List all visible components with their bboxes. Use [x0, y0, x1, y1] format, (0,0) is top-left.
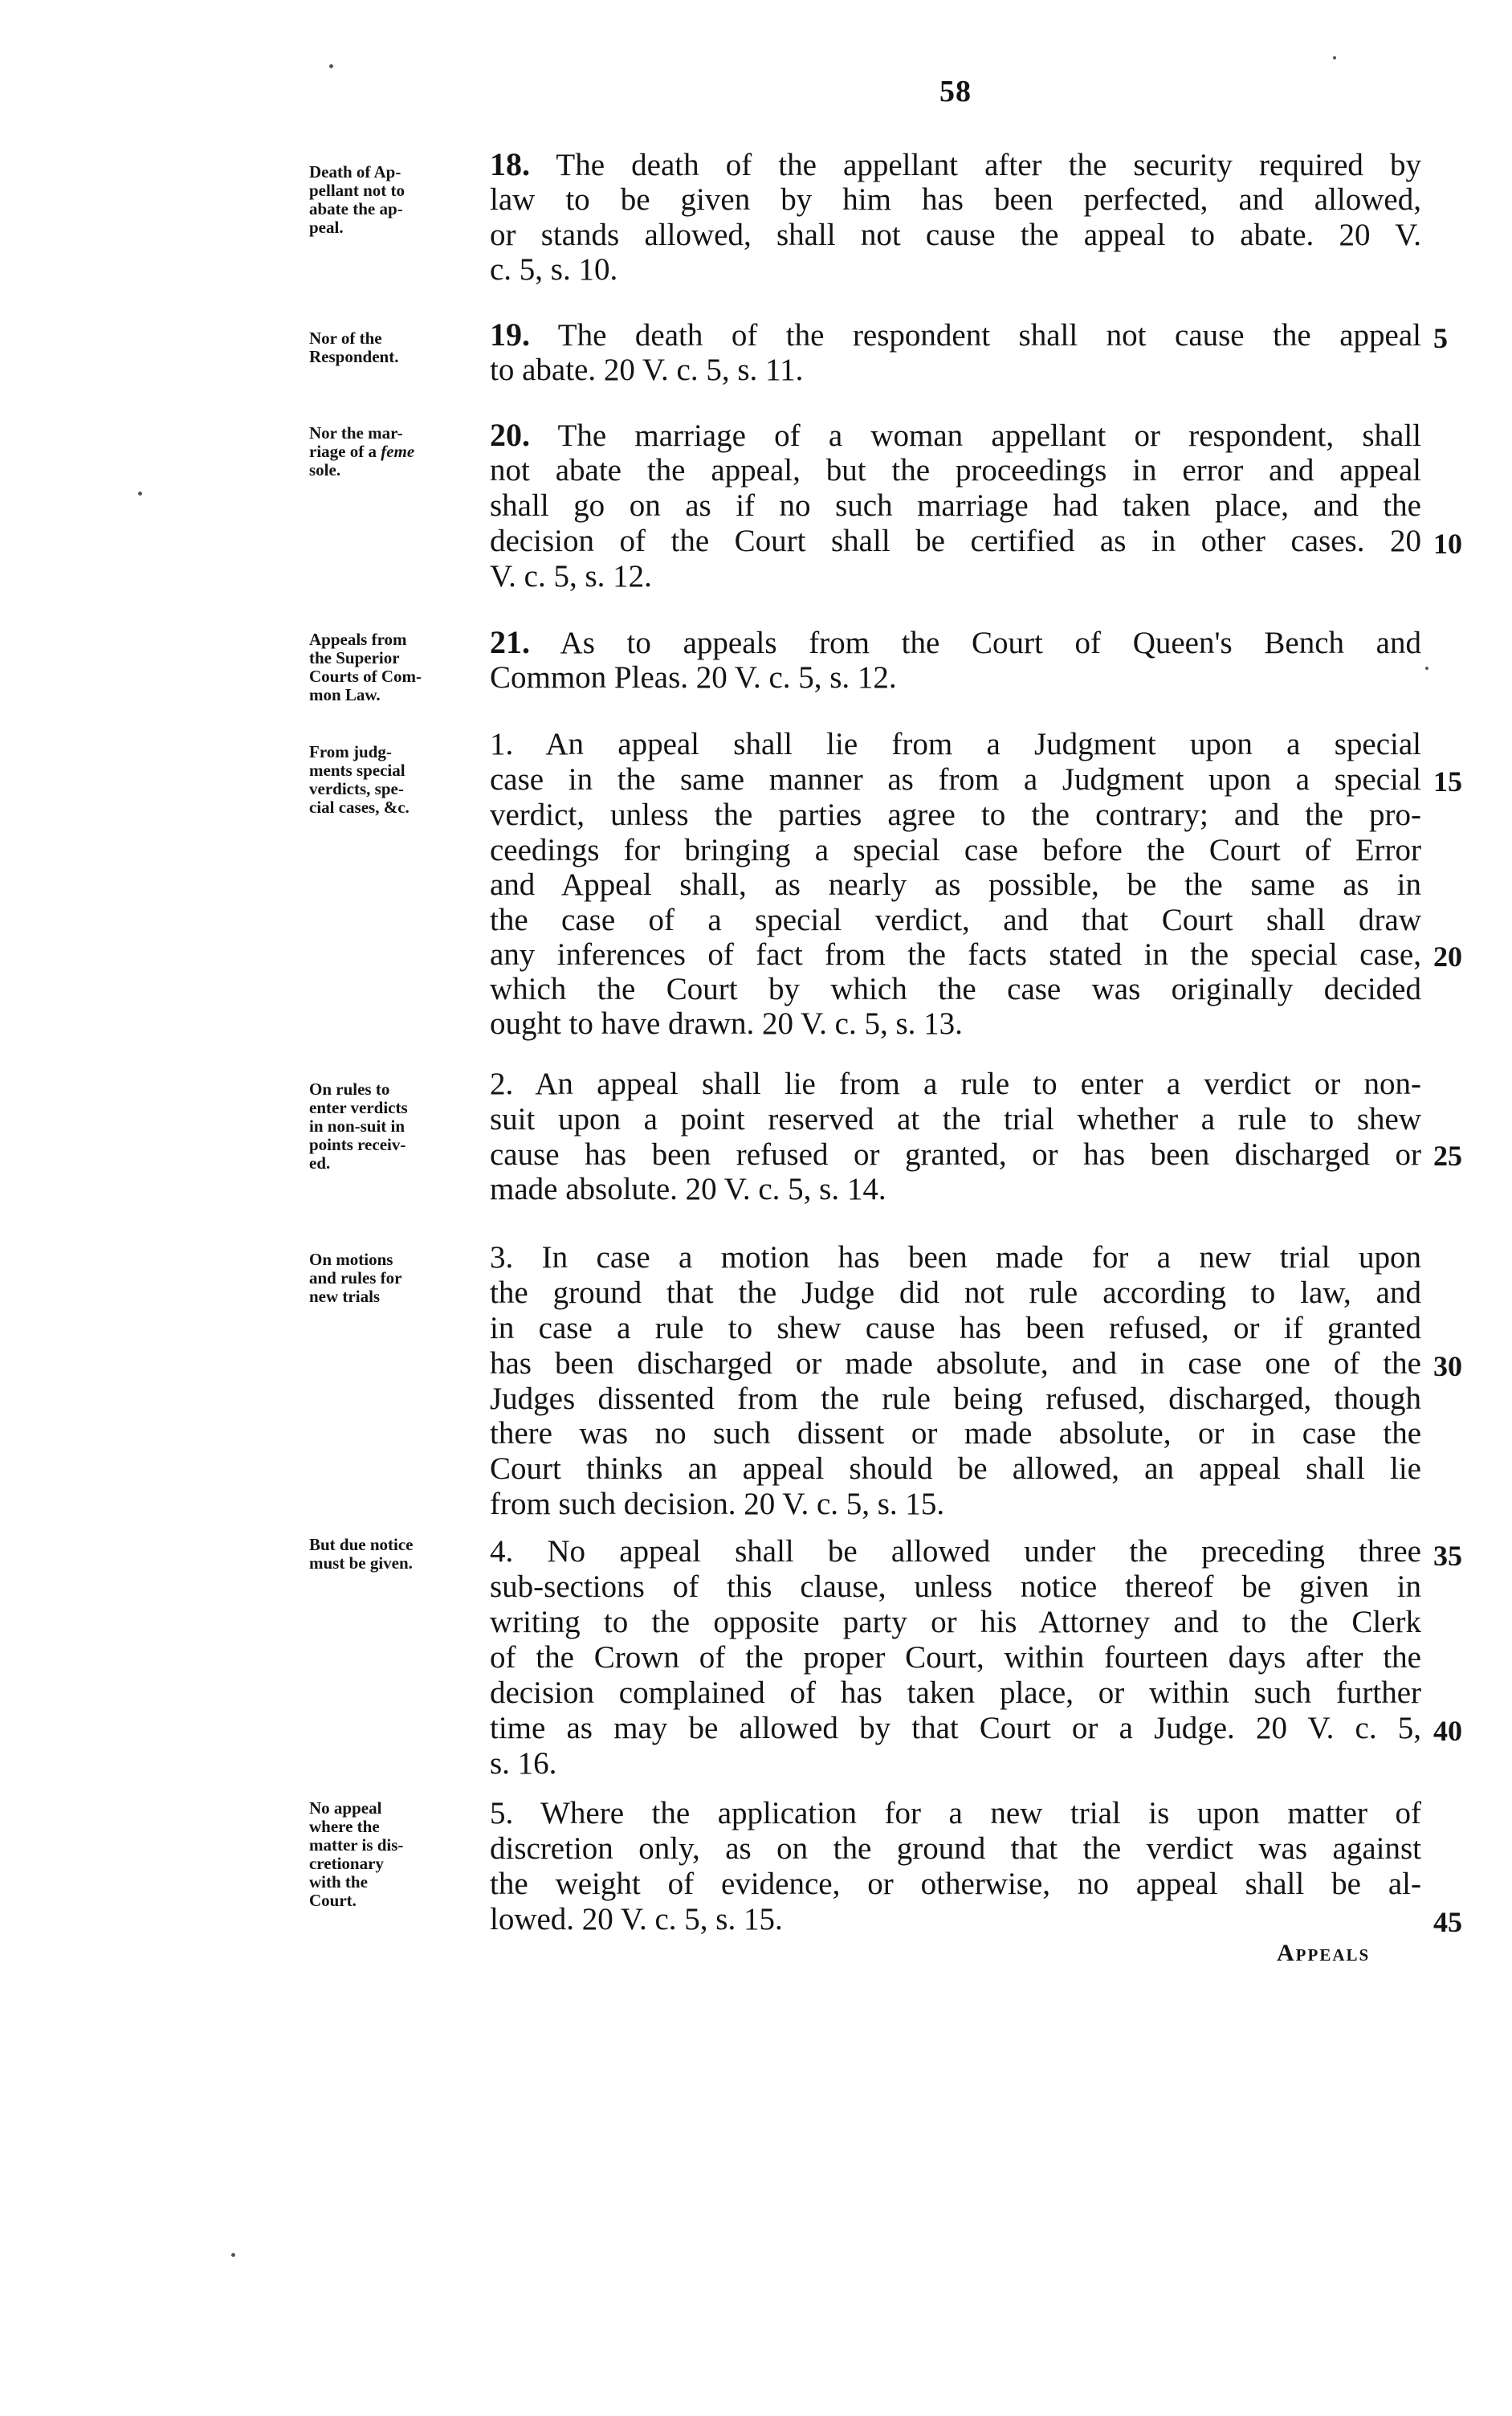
- subsection-1-line: which the Court by which the case was originally decided: [490, 972, 1421, 1006]
- subsection-3-line: the ground that the Judge did not rule according to law, and: [490, 1275, 1421, 1310]
- subsection-3-line: Court thinks an appeal should be allowed, an appeal shall lie: [490, 1451, 1421, 1486]
- subsection-4-line: writing to the opposite party or his Attorney and to the Clerk: [490, 1605, 1421, 1639]
- margin-italic: feme: [381, 442, 415, 461]
- subsection-2-line: cause has been refused or granted, or has been discharged or: [490, 1137, 1421, 1172]
- section-number: 20.: [490, 417, 530, 453]
- margin-note-s20: Nor the mar- riage of a feme sole.: [309, 423, 415, 480]
- margin-note-s19: Nor of the Respondent.: [309, 329, 399, 366]
- scan-speck: [329, 64, 333, 68]
- line-number: 20: [1433, 941, 1462, 973]
- section-21-line: 21. As to appeals from the Court of Queen's Bench and: [490, 624, 1421, 660]
- scan-speck: [231, 2253, 235, 2257]
- subsection-1-line: ought to have drawn. 20 V. c. 5, s. 13.: [490, 1006, 963, 1041]
- subsection-2-line: made absolute. 20 V. c. 5, s. 14.: [490, 1172, 886, 1206]
- scan-speck: [1425, 667, 1428, 670]
- subsection-3-line: in case a rule to shew cause has been refused, or if granted: [490, 1311, 1421, 1345]
- subsection-1-line: case in the same manner as from a Judgment upon a special: [490, 762, 1421, 797]
- section-19-line: 19. The death of the respondent shall not cause the appeal: [490, 316, 1421, 353]
- margin-note-s18: Death of Ap- pellant not to abate the ap- peal.: [309, 162, 406, 237]
- section-20-line: not abate the appeal, but the proceedings in error and appeal: [490, 453, 1421, 488]
- section-number: 21.: [490, 624, 530, 660]
- line-number: 5: [1433, 322, 1448, 354]
- line-number: 30: [1433, 1350, 1462, 1382]
- section-20-line: shall go on as if no such marriage had taken place, and the: [490, 488, 1421, 523]
- subsection-4-line: s. 16.: [490, 1746, 557, 1781]
- section-number: 18.: [490, 146, 530, 182]
- subsection-4-line: sub-sections of this clause, unless notice thereof be given in: [490, 1569, 1421, 1604]
- subsection-3-line: there was no such dissent or made absolute, or in case the: [490, 1416, 1421, 1451]
- subsection-2-line: suit upon a point reserved at the trial whether a rule to shew: [490, 1102, 1421, 1137]
- subsection-4-line: decision complained of has taken place, or within such further: [490, 1675, 1421, 1710]
- subsection-5-line: 5. Where the application for a new trial is upon matter of: [490, 1796, 1421, 1830]
- scan-speck: [1333, 56, 1336, 59]
- subsection-4-line: 4. No appeal shall be allowed under the preceding three: [490, 1534, 1421, 1569]
- section-20-line: 20. The marriage of a woman appellant or respondent, shall: [490, 417, 1421, 453]
- margin-note-s21: Appeals from the Superior Courts of Com- mon Law.: [309, 630, 422, 704]
- subsection-4-line: time as may be allowed by that Court or a Judge. 20 V. c. 5,: [490, 1711, 1421, 1745]
- subsection-3-line: Judges dissented from the rule being refused, discharged, though: [490, 1381, 1421, 1416]
- subsection-3-line: from such decision. 20 V. c. 5, s. 15.: [490, 1487, 945, 1521]
- section-21-line: Common Pleas. 20 V. c. 5, s. 12.: [490, 660, 897, 695]
- subsection-1-line: the case of a special verdict, and that Court shall draw: [490, 903, 1421, 937]
- subsection-4-line: of the Crown of the proper Court, within fourteen days after the: [490, 1640, 1421, 1675]
- section-18-line: c. 5, s. 10.: [490, 252, 618, 287]
- subsection-1-line: any inferences of fact from the facts stated in the special case,: [490, 937, 1421, 972]
- margin-note-s21-4: But due notice must be given.: [309, 1535, 414, 1573]
- margin-note-s21-1: From judg- ments special verdicts, spe- cial cases, &c.: [309, 742, 410, 817]
- line-number: 25: [1433, 1140, 1462, 1172]
- page-number: 58: [939, 75, 972, 108]
- subsection-1-line: and Appeal shall, as nearly as possible, be the same as in: [490, 867, 1421, 902]
- section-19-line: to abate. 20 V. c. 5, s. 11.: [490, 353, 804, 387]
- subsection-3-line: has been discharged or made absolute, and in case one of the: [490, 1346, 1421, 1381]
- subsection-2-line: 2. An appeal shall lie from a rule to enter a verdict or non-: [490, 1067, 1421, 1101]
- subsection-1-line: 1. An appeal shall lie from a Judgment upon a special: [490, 727, 1421, 761]
- section-number: 19.: [490, 316, 530, 353]
- catchword: Appeals: [1277, 1940, 1371, 1966]
- subsection-5-line: discretion only, as on the ground that the verdict was against: [490, 1831, 1421, 1866]
- margin-note-s21-5: No appeal where the matter is dis- cretionary with the Court.: [309, 1798, 404, 1910]
- line-number: 15: [1433, 765, 1462, 798]
- line-number: 40: [1433, 1715, 1462, 1747]
- subsection-1-line: ceedings for bringing a special case before the Court of Error: [490, 833, 1421, 867]
- section-20-line: V. c. 5, s. 12.: [490, 559, 652, 594]
- scan-speck: [138, 492, 142, 496]
- line-number: 35: [1433, 1540, 1462, 1572]
- section-18-line: or stands allowed, shall not cause the appeal to abate. 20 V.: [490, 218, 1421, 252]
- margin-note-s21-2: On rules to enter verdicts in non-suit in points receiv- ed.: [309, 1079, 408, 1173]
- section-20-line: decision of the Court shall be certified as in other cases. 20: [490, 524, 1421, 558]
- section-18-line: 18. The death of the appellant after the security required by: [490, 146, 1421, 182]
- margin-note-s21-3: On motions and rules for new trials: [309, 1250, 402, 1306]
- line-number: 45: [1433, 1906, 1462, 1938]
- subsection-1-line: verdict, unless the parties agree to the contrary; and the pro-: [490, 798, 1421, 832]
- subsection-5-line: lowed. 20 V. c. 5, s. 15.: [490, 1902, 783, 1936]
- section-18-line: law to be given by him has been perfected, and allowed,: [490, 182, 1421, 217]
- line-number: 10: [1433, 528, 1462, 560]
- subsection-3-line: 3. In case a motion has been made for a new trial upon: [490, 1240, 1421, 1275]
- subsection-5-line: the weight of evidence, or otherwise, no appeal shall be al-: [490, 1867, 1421, 1901]
